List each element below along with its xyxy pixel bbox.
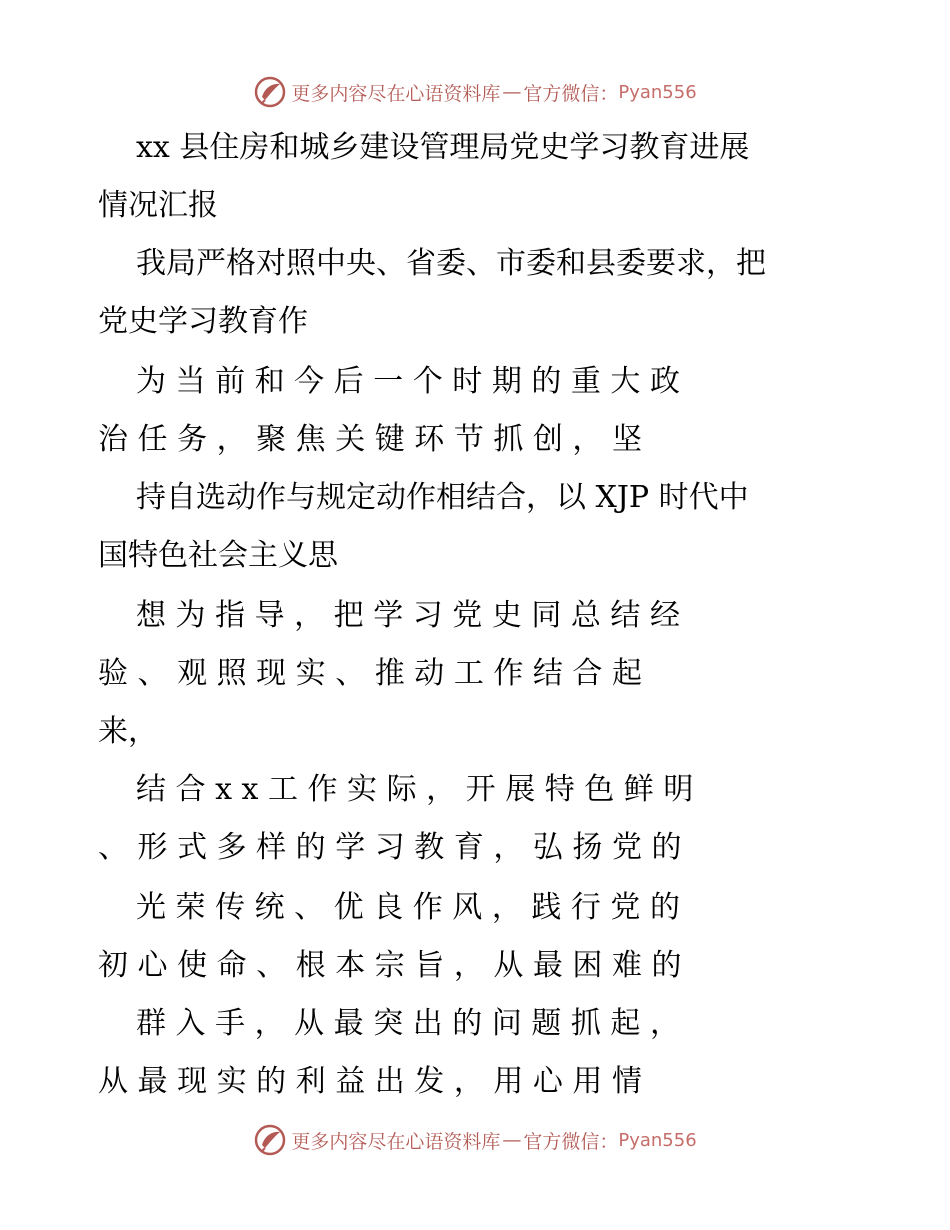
body-line: 群 入 手 ， 从 最 突 出 的 问 题 抓 起 ，	[136, 1006, 680, 1041]
watermark-footer	[0, 1120, 950, 1160]
body-line: 验 、 观 照 现 实 、 推 动 工 作 结 合 起	[98, 656, 642, 691]
body-line: 国特色社会主义思	[98, 538, 338, 573]
body-line: 治 任 务 ， 聚 焦 关 键 环 节 抓 创 ， 坚	[98, 422, 642, 457]
watermark-wechat-label: 官方微信：	[523, 82, 619, 105]
body-line: 党史学习教育作	[98, 304, 308, 339]
body-line: 初 心 使 命 、 根 本 宗 旨 ， 从 最 困 难 的	[98, 948, 682, 983]
watermark-wechat-label: 官方微信：	[523, 1130, 619, 1153]
body-line: 想 为 指 导 ， 把 学 习 党 史 同 总 结 经	[136, 598, 680, 633]
watermark-title: 更多内容尽在心语资料库	[291, 1130, 501, 1153]
watermark-wechat-id: Pyan556	[618, 81, 697, 103]
body-line: 来，	[98, 714, 158, 749]
watermark-wechat-id: Pyan556	[618, 1129, 697, 1151]
brand-logo-icon	[253, 1123, 287, 1157]
body-line: 光 荣 传 统 、 优 良 作 风 ， 践 行 党 的	[136, 890, 680, 925]
body-line: 我局严格对照中央、省委、市委和县委要求，把	[136, 246, 766, 281]
body-line: 结 合 x x 工 作 实 际 ， 开 展 特 色 鲜 明	[136, 772, 694, 807]
title-line-2: 情况汇报	[98, 188, 218, 223]
body-line: 持自选动作与规定动作相结合，以 XJP 时代中	[136, 480, 749, 515]
title-line-1: xx 县住房和城乡建设管理局党史学习教育进展	[136, 130, 750, 165]
watermark-separator: —	[502, 81, 522, 103]
watermark-title: 更多内容尽在心语资料库	[291, 82, 501, 105]
body-line: 为 当 前 和 今 后 一 个 时 期 的 重 大 政	[136, 364, 680, 399]
body-line: 、 形 式 多 样 的 学 习 教 育 ， 弘 扬 党 的	[98, 830, 682, 865]
watermark-separator: —	[502, 1129, 522, 1151]
body-line: 从 最 现 实 的 利 益 出 发 ， 用 心 用 情	[98, 1064, 642, 1099]
